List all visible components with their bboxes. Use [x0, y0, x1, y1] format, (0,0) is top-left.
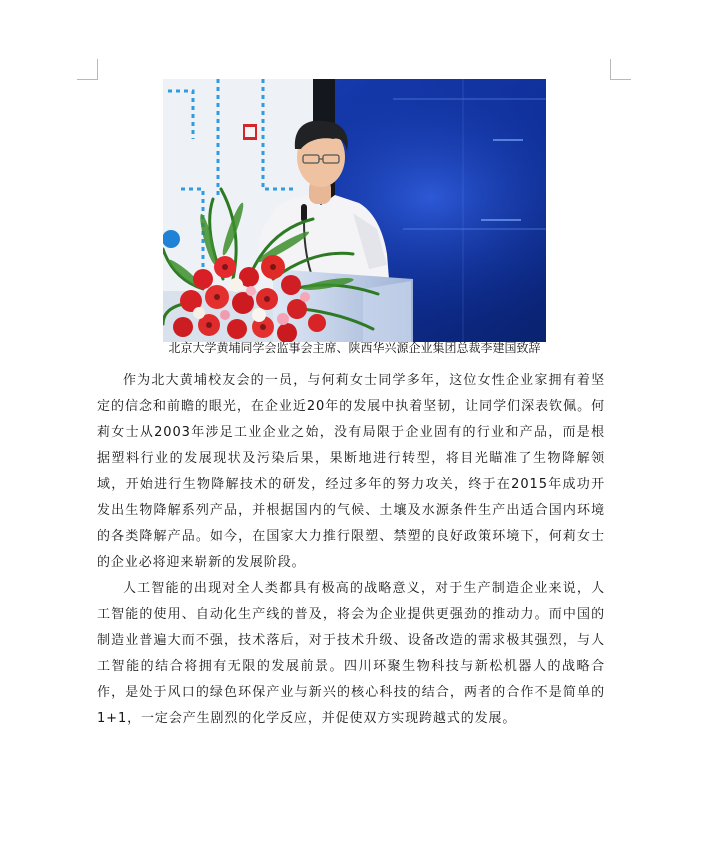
paragraph: 作为北大黄埔校友会的一员，与何莉女士同学多年，这位女性企业家拥有着坚定的信念和前瞻的眼光，在企业近20年的发展中执着坚韧，让同学们深表钦佩。何莉女士从2003年涉足工业企业之始，没有局限于企业固有的行业和产品，而是根据塑料行业的发展现状及污染后果，果断地进行转型，将目光瞄准了生物降解领域，开始进行生物降解技术的研发，经过多年的努力攻关，终于在2015年成功开发出生物降解系列产品，并根据国内的气候、土壤及水源条件生产出适合国内环境的各类降解产品。如今，在国家大力推行限塑、禁塑的良好政策环境下，何莉女士的企业必将迎来崭新的发展阶段。 [97, 373, 605, 570]
paragraph: 人工智能的出现对全人类都具有极高的战略意义，对于生产制造企业来说，人工智能的使用、自动化生产线的普及，将会为企业提供更强劲的推动力。而中国的制造业普遍大而不强，技术落后，对于技术升级、设备改造的需求极其强烈，与人工智能的结合将拥有无限的发展前景。四川环聚生物科技与新松机器人的战略合作，是处于风口的绿色环保产业与新兴的核心科技的结合，两者的合作不是简单的1+1，一定会产生剧烈的化学反应，并促使双方实现跨越式的发展。 [97, 581, 605, 726]
margin-corner-mark-top-right [610, 59, 631, 80]
margin-corner-mark-top-left [77, 59, 98, 80]
figure-caption: 北京大学黄埔同学会监事会主席、陕西华兴源企业集团总裁李建国致辞 [168, 341, 541, 355]
body-text [97, 368, 605, 732]
speech-photo [163, 79, 546, 342]
